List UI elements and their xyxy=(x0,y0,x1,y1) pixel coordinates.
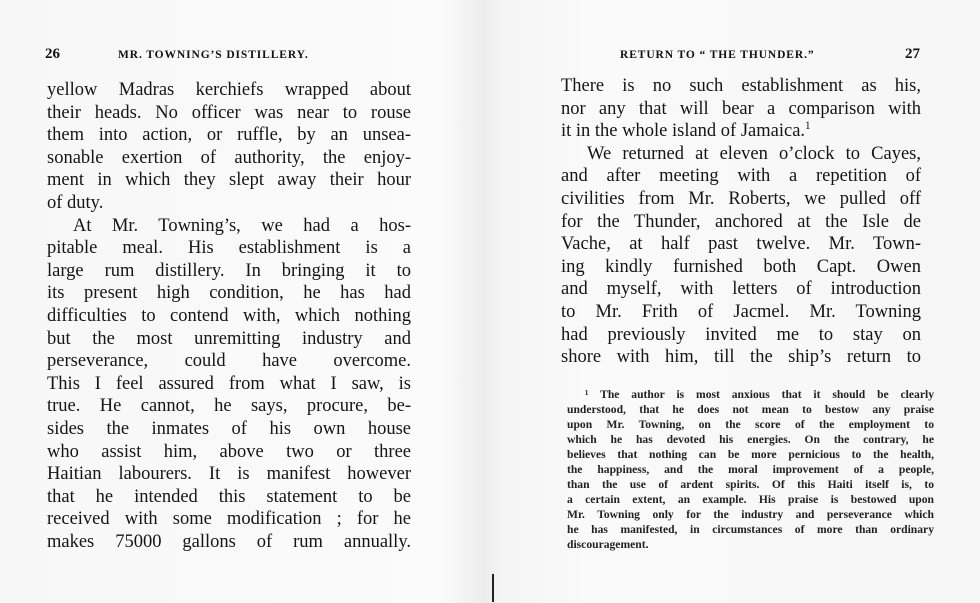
running-head: RETURN TO “ THE THUNDER.” xyxy=(620,49,815,61)
footnote-line: discouragement. xyxy=(567,538,649,551)
footnote xyxy=(567,387,934,552)
gutter-mark xyxy=(492,574,494,602)
text-line: sonable exertion of authority, the enjoy- xyxy=(47,147,411,168)
text-line: that he intended this statement to be xyxy=(47,486,411,507)
footnote-line: Mr. Towning only for the industry and perseverance which xyxy=(567,508,934,521)
text-line: its present high condition, he has had xyxy=(47,283,411,304)
text-line: sides the inmates of his own house xyxy=(47,418,411,439)
footnote-line: the happiness, and the moral improvement of a people, xyxy=(567,463,934,476)
text-line: but the most unremitting industry and xyxy=(47,328,411,349)
text-line: Haitian labourers. It is manifest however xyxy=(47,464,411,485)
text-line: ing kindly furnished both Capt. Owen xyxy=(561,256,921,277)
footnote-reference: 1 xyxy=(805,120,811,133)
text-line: and myself, with letters of introduction xyxy=(561,279,921,300)
text-line: large rum distillery. In bringing it to xyxy=(47,260,411,281)
text-line: There is no such establishment as his, xyxy=(561,76,921,96)
running-head: MR. TOWNING’S DISTILLERY. xyxy=(118,49,309,61)
text-line: had previously invited me to stay on xyxy=(561,324,921,345)
text-line: At Mr. Towning’s, we had a hos- xyxy=(73,215,411,236)
text-line xyxy=(561,120,921,143)
footnote-line: a certain extent, an example. His praise is bestowed upon xyxy=(567,493,934,506)
text-line: received with some modification ; for he xyxy=(47,509,411,530)
left-page-body xyxy=(47,79,411,553)
text-line: makes 75000 gallons of rum annually. xyxy=(47,531,411,552)
text-line: nor any that will bear a comparison with xyxy=(561,98,921,119)
text-line: We returned at eleven o’clock to Cayes, xyxy=(587,143,921,164)
text-line: of duty. xyxy=(47,192,104,213)
text-line: who assist him, above two or three xyxy=(47,441,411,462)
text-line: ment in which they slept away their hour xyxy=(47,170,411,191)
footnote-line: believes that nothing can be more pernicious to the health, xyxy=(567,448,934,461)
text-line: and after meeting with a repetition of xyxy=(561,166,921,187)
text-line: true. He cannot, he says, procure, be- xyxy=(47,396,411,417)
right-page-body xyxy=(561,75,921,369)
text-line: yellow Madras kerchiefs wrapped about xyxy=(47,80,411,100)
text-line: civilities from Mr. Roberts, we pulled off xyxy=(561,188,921,209)
footnote-line: understood, that he does not mean to bestow any praise xyxy=(567,403,934,416)
footnote-line: ¹ The author is most anxious that it should be clearly xyxy=(585,388,934,401)
footnote-line: he has manifested, in circumstances of more than ordinary xyxy=(567,523,934,536)
page-number: 26 xyxy=(45,46,60,62)
footnote-line: than the use of ardent spirits. Of this Haiti itself is, to xyxy=(567,478,934,491)
text-line: for the Thunder, anchored at the Isle de xyxy=(561,211,921,232)
text-line: Vache, at half past twelve. Mr. Town- xyxy=(561,234,921,255)
footnote-line: upon Mr. Towning, on the score of the employment to xyxy=(567,418,934,431)
right-page xyxy=(490,0,980,603)
text-line-content: it in the whole island of Jamaica. xyxy=(561,121,806,142)
text-line: shore with him, till the ship’s return to xyxy=(561,347,921,368)
text-line: them into action, or ruffle, by an unsea- xyxy=(47,125,411,146)
text-line: pitable meal. His establishment is a xyxy=(47,238,411,259)
footnote-line: which he has devoted his energies. On the contrary, he xyxy=(567,433,934,446)
text-line: to Mr. Frith of Jacmel. Mr. Towning xyxy=(561,301,921,322)
text-line: perseverance, could have overcome. xyxy=(47,351,411,372)
page-number: 27 xyxy=(905,46,920,62)
text-line: difficulties to contend with, which nothing xyxy=(47,305,411,326)
text-line: This I feel assured from what I saw, is xyxy=(47,373,411,394)
text-line: their heads. No officer was near to rouse xyxy=(47,102,411,123)
